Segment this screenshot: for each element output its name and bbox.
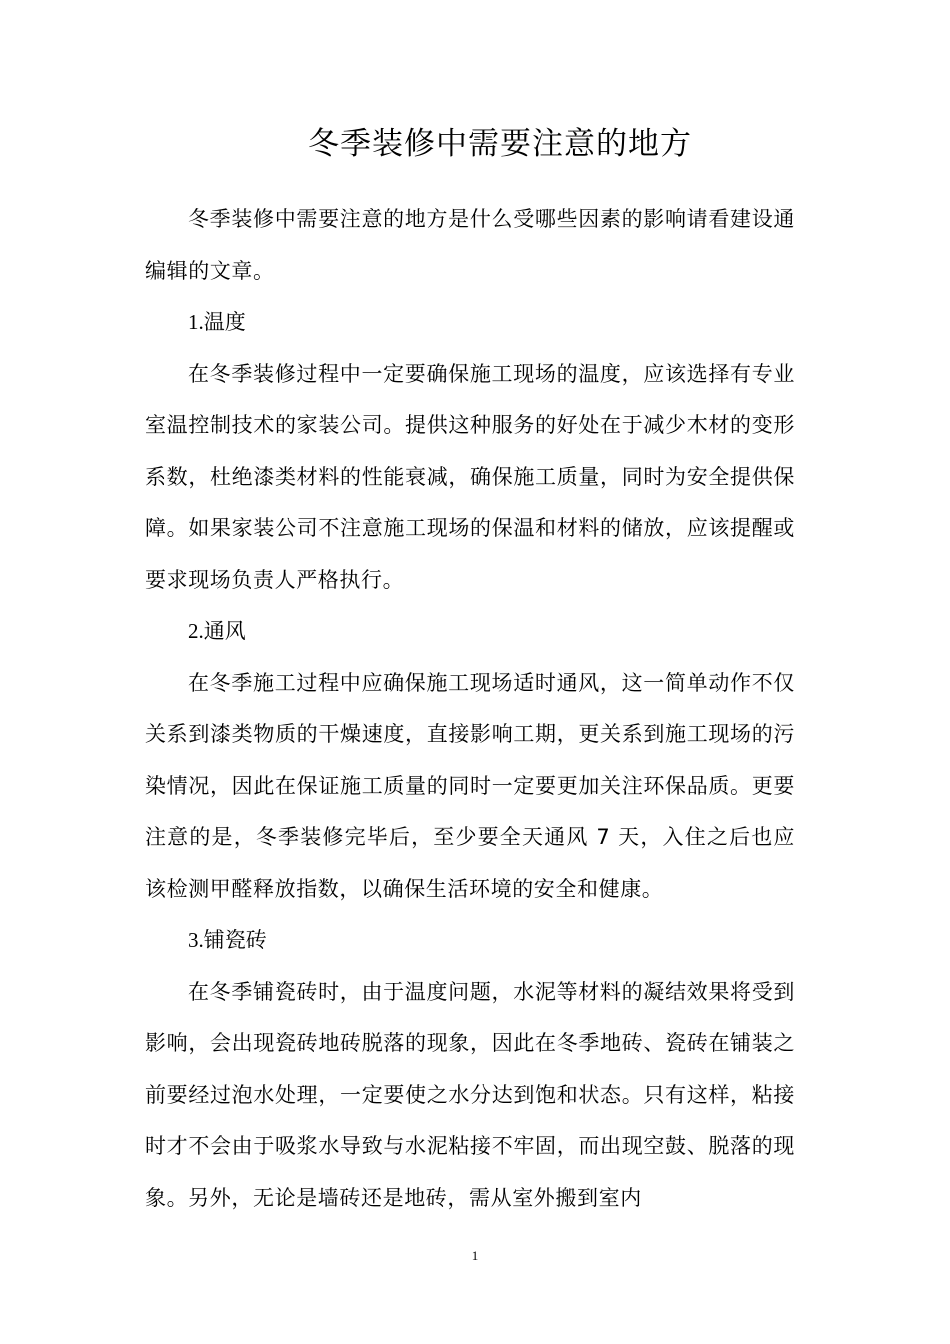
- section-heading-tiling: 3.铺瓷砖: [188, 928, 267, 952]
- section-body-ventilation: 在冬季施工过程中应确保施工现场适时通风，这一简单动作不仅关系到漆类物质的干燥速度，直接影响工期，更关系到施工现场的污染情况，因此在保证施工质量的同时一定要更加关注环保品质。更要注意的是，冬季装修完毕后，至少要全天通风 7 天，入住之后也应该检测甲醛释放指数，以确保生活环境的安全和健康。: [145, 670, 795, 901]
- section-heading-ventilation: 2.通风: [188, 619, 246, 643]
- document-title: 冬季装修中需要注意的地方: [308, 126, 692, 162]
- section-heading-temperature: 1.温度: [188, 310, 246, 334]
- intro-paragraph: 冬季装修中需要注意的地方是什么受哪些因素的影响请看建设通编辑的文章。: [145, 207, 795, 283]
- page-number: 1: [471, 1248, 479, 1263]
- section-body-temperature: 在冬季装修过程中一定要确保施工现场的温度，应该选择有专业室温控制技术的家装公司。提供这种服务的好处在于减少木材的变形系数，杜绝漆类材料的性能衰减，确保施工质量，同时为安全提供保障。如果家装公司不注意施工现场的保温和材料的储放，应该提醒或要求现场负责人严格执行。: [145, 361, 795, 592]
- section-body-tiling: 在冬季铺瓷砖时，由于温度问题，水泥等材料的凝结效果将受到影响，会出现瓷砖地砖脱落的现象，因此在冬季地砖、瓷砖在铺装之前要经过泡水处理，一定要使之水分达到饱和状态。只有这样，粘接时才不会由于吸浆水导致与水泥粘接不牢固，而出现空鼓、脱落的现象。另外，无论是墙砖还是地砖，需从室外搬到室内: [145, 979, 795, 1210]
- document-body: [145, 194, 795, 1224]
